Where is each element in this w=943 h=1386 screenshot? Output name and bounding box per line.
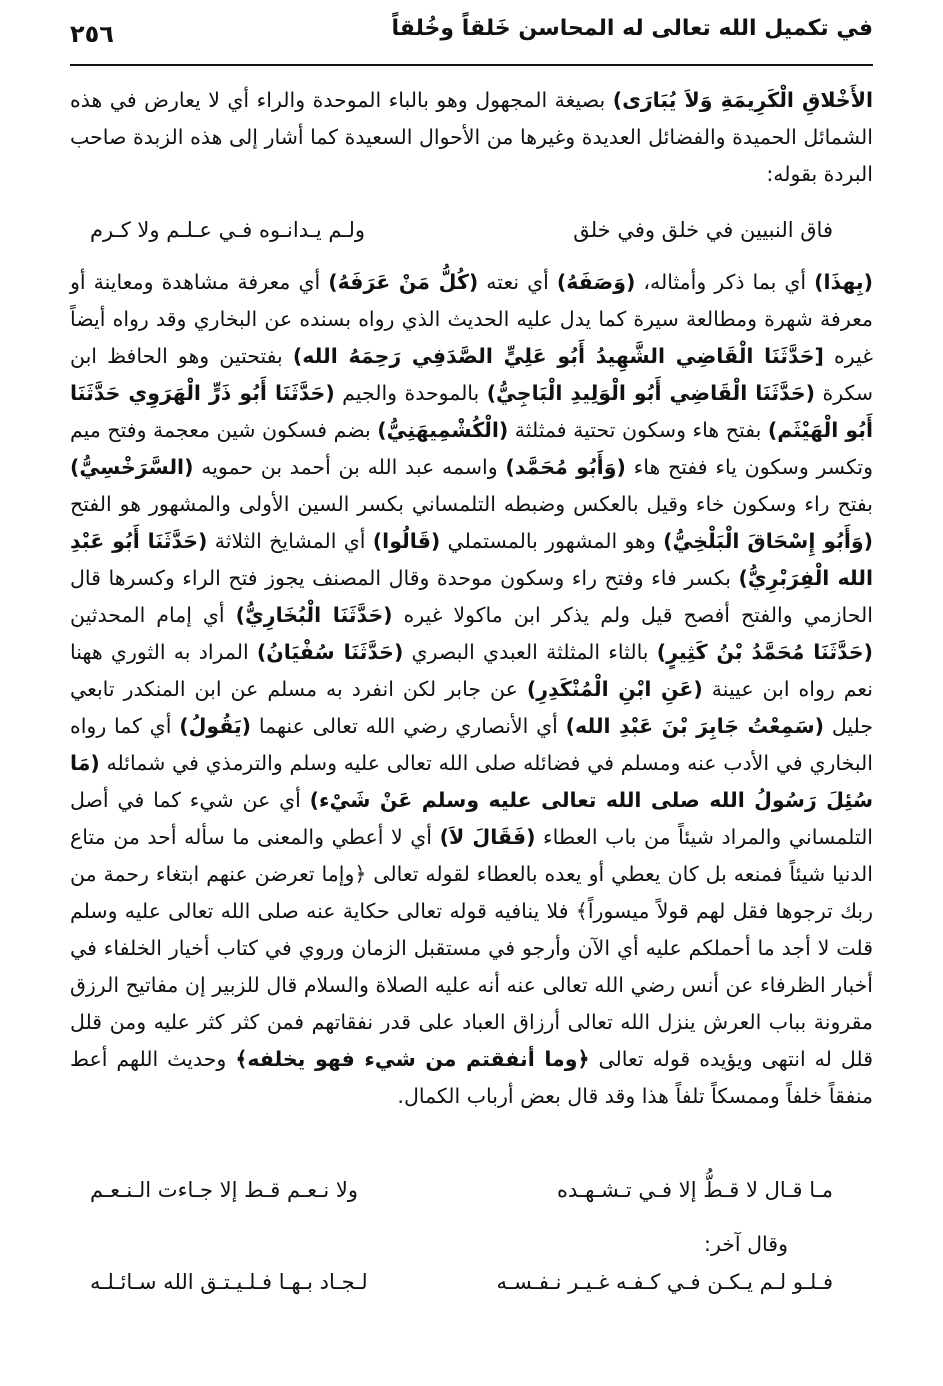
text-run: المراد به الثوري ههنا نعم رواه ابن عيينة <box>70 640 874 701</box>
bold-phrase: [حَدَّثَنَا الْقَاضِي الشَّهِيدُ أَبُو عَلِيٍّ الصَّدَفِي رَحِمَهُ الله) <box>292 344 824 368</box>
verse-first-hemistich: مـا قـال لا قـطُّ إلا فـي تـشـهـده <box>556 1178 833 1202</box>
text-run: أي بما ذكر وأمثاله، <box>635 270 815 294</box>
verse-first-hemistich: فـلـو لـم يـكـن فـي كـفـه غـيـر نـفـسـه <box>496 1270 833 1294</box>
bold-phrase: (حَدَّثَنَا الْقَاضِي أَبُو الْوَلِيدِ الْبَاجِيُّ) <box>486 381 816 405</box>
page-header <box>70 12 873 66</box>
verse-2 <box>90 1178 833 1214</box>
verse-second-hemistich: لـجـاد بـهـا فـلـيـتـق الله سـائـلـه <box>90 1270 368 1294</box>
bold-phrase: (الْكُشْمِيهَنِيُّ) <box>377 418 509 442</box>
verse-3 <box>90 1270 833 1306</box>
text-run: بفتحتين وهو الحافظ ابن سكرة <box>70 344 874 405</box>
text-run: أي الأنصاري رضي الله تعالى عنهما <box>251 714 566 738</box>
running-title: في تكميل الله تعالى له المحاسن خَلقاً وخُلقاً <box>391 16 873 41</box>
bold-phrase: (حَدَّثَنَا مُحَمَّدُ بْنُ كَثِيرٍ) <box>656 640 874 664</box>
verse-1 <box>90 218 833 254</box>
text-block-1 <box>70 82 873 193</box>
bold-phrase: (كُلُّ مَنْ عَرَفَهُ) <box>328 270 479 294</box>
bold-phrase: (مَا سُئِلَ رَسُولُ الله صلى الله تعالى عليه وسلم عَنْ شَيْء) <box>70 751 873 812</box>
text-run: وحديث اللهم أعط منفقاً خلفاً وممسكاً تلفاً هذا وقد قال بعض أرباب الكمال. <box>70 1047 873 1108</box>
text-block-2 <box>70 264 873 1115</box>
bold-phrase: (حَدَّثَنَا أَبُو عَبْدِ الله الْفِرَبْرِيُّ) <box>70 529 873 590</box>
bold-phrase: (وَأَبُو إِسْحَاقَ الْبَلْخِيُّ) <box>663 529 873 553</box>
verse-second-hemistich: ولا نـعـم قـط إلا جـاءت الـنـعـم <box>90 1178 358 1202</box>
bold-phrase: (حَدَّثَنَا سُفْيَانُ) <box>256 640 404 664</box>
text-run: بصيغة المجهول وهو بالباء الموحدة والراء أي لا يعارض في هذه الشمائل الحميدة والفضائل العديدة وغيرها من الأحوال السعيدة كما أشار إلى هذه الزبدة صاحب البردة بقوله: <box>70 88 873 186</box>
text-run: بالموحدة والجيم <box>334 381 487 405</box>
text-run: أي عن شيء كما في أصل التلمساني والمراد شيئاً من باب العطاء <box>70 788 874 849</box>
paragraph-1 <box>70 82 873 193</box>
bold-phrase: (يَقُولُ) <box>179 714 252 738</box>
bold-phrase: الأَخْلاقِ الْكَرِيمَةِ وَلاَ يُبَارَى) <box>612 88 874 112</box>
bold-phrase: (عَنِ ابْنِ الْمُنْكَدِرِ) <box>526 677 703 701</box>
bold-phrase: (سَمِعْتُ جَابِرَ بْنَ عَبْدِ الله) <box>565 714 825 738</box>
text-run: أي كما رواه البخاري في الأدب عنه ومسلم في فضائله صلى الله تعالى عليه وسلم والترمذي في شمائله <box>70 714 873 775</box>
text-run: أي لا أعطي والمعنى ما سأله أحد من متاع الدنيا شيئاً فمنعه بل كان يعطي أو يعده بالعطاء لقوله تعالى ﴿وإما تعرضن عنهم ابتغاء رحمة من ربك ترجوها فقل لهم قولاً ميسوراً﴾ فلا ينافيه قوله تعالى حكاية عنه صلى الله تعالى عليه وسلم قلت لا أجد ما أحملكم عليه أي الآن وأرجو في مستقبل الزمان وروي في كتاب أخيار الخلفاء في أخبار الظرفاء عن أنس رضي الله تعالى عنه أنه عليه الصلاة والسلام قال للزبير إن مفاتيح الرزق مقرونة بباب العرش ينزل الله تعالى أرزاق العباد على قدر نفقاتهم فمن كثر كثر عليه ومن قلل قلل له انتهى ويؤيده قوله تعالى <box>70 825 874 1071</box>
text-run: أي نعته <box>478 270 557 294</box>
verse-first-hemistich: فاق النبيين في خلق وفي خلق <box>573 218 833 242</box>
bold-phrase: (فَقَالَ لاَ) <box>439 825 536 849</box>
bold-phrase: (حَدَّثَنَا الْبُخَارِيُّ) <box>235 603 393 627</box>
text-run: واسمه عبد الله بن أحمد بن حمويه <box>193 455 506 479</box>
text-run: عن جابر لكن انفرد به مسلم عن ابن المنكدر تابعي جليل <box>70 677 873 738</box>
paragraph-2 <box>70 264 873 1115</box>
bold-phrase: (وَصَفَهُ) <box>556 270 636 294</box>
bold-phrase: (وَأَبُو مُحَمَّد) <box>505 455 626 479</box>
bold-phrase: (حَدَّثَنَا أَبُو ذَرٍّ الْهَرَوِي حَدَّثَنَا أَبُو الْهَيْثَم) <box>70 381 874 442</box>
verse-second-hemistich: ولـم يـدانـوه فـي عـلـم ولا كـرم <box>90 218 366 242</box>
text-run: بكسر فاء وفتح راء وسكون موحدة وقال المصنف يجوز فتح الراء وكسرها قال الحازمي والفتح أفصح قيل ولم يذكر ابن ماكولا غيره <box>70 566 873 627</box>
text-run: بفتح هاء وسكون تحتية فمثلثة <box>508 418 768 442</box>
text-run: بفتح راء وسكون خاء وقيل بالعكس وضبطه التلمساني بكسر السين الأولى والمشهور هو الفتح <box>70 492 873 516</box>
text-run: بضم فسكون شين معجمة وفتح ميم وتكسر وسكون ياء ففتح هاء <box>70 418 873 479</box>
text-run: وهو المشهور بالمستملي <box>440 529 664 553</box>
text-run: بالثاء المثلثة العبدي البصري <box>403 640 657 664</box>
bold-phrase: (بِهذَا) <box>814 270 873 294</box>
text-run: أي المشايخ الثلاثة <box>207 529 373 553</box>
bold-phrase: (السَّرَخْسِيُّ) <box>70 455 194 479</box>
bold-phrase: ﴿وما أنفقتم من شيء فهو يخلفه﴾ <box>235 1047 590 1071</box>
page-number: ٢٥٦ <box>70 20 114 48</box>
verse-intro: وقال آخر: <box>704 1232 788 1256</box>
text-run: أي معرفة مشاهدة ومعاينة أو معرفة شهرة ومطالعة سيرة كما يدل عليه الحديث الذي رواه بسنده عن البخاري وقد رواه أيضاً غيره <box>70 270 873 368</box>
bold-phrase: (قَالُوا) <box>372 529 441 553</box>
text-run: أي إمام المحدثين <box>70 603 236 627</box>
